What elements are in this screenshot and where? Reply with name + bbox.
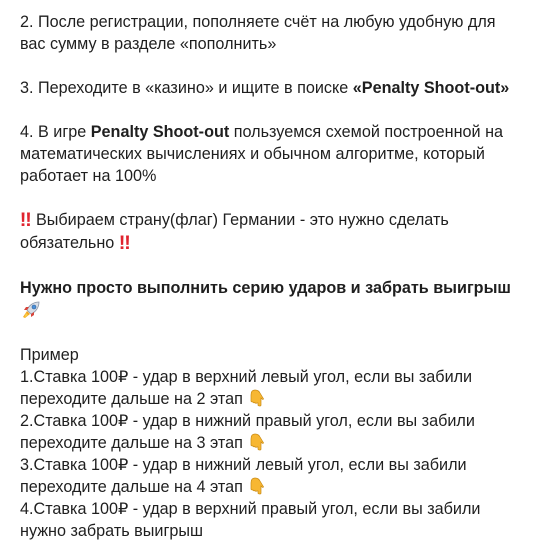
hand-pointing-down-icon [249,389,265,407]
paragraph-gap [20,55,517,77]
step-2 [20,11,517,55]
paragraph-gap [20,322,517,344]
example-block [20,344,517,542]
rocket-icon [20,299,42,321]
paragraph-gap [20,99,517,121]
example-line-3: 3.Ставка 100₽ - удар в нижний левый угол, если вы забили переходите дальше на 4 этап [20,456,467,496]
step-2-text: 2. После регистрации, пополняете счёт на любую удобную для вас сумму в разделе «пополнить» [20,13,496,53]
step-4-suffix: пользуемся схемой построенной на математических вычислениях и обычном алгоритме, который работает на 100% [20,123,504,185]
example-line-4: 4.Ставка 100₽ - удар в верхний правый угол, если вы забили нужно забрать выигрыш [20,500,481,540]
hand-pointing-down-icon [249,433,265,451]
paragraph-gap [20,255,517,277]
step-3 [20,77,517,99]
step-4 [20,121,517,187]
step-4-game-name: Penalty Shoot-out [90,123,230,141]
double-exclamation-icon: ‼ [19,210,29,231]
headline-text: Нужно просто выполнить серию ударов и забрать выигрыш [20,279,511,297]
example-title: Пример [20,346,79,364]
paragraph-gap [20,187,517,209]
example-line-1: 1.Ставка 100₽ - удар в верхний левый угол, если вы забили переходите дальше на 2 этап [20,368,473,408]
message-text [20,11,517,542]
step-3-text: 3. Переходите в «казино» и ищите в поиске [20,79,353,97]
headline [20,277,517,322]
step-4-prefix: 4. В игре [20,123,91,141]
step-3-game-name: «Penalty Shoot-out» [352,79,510,97]
example-line-2: 2.Ставка 100₽ - удар в нижний правый угол, если вы забили переходите дальше на 3 этап [20,412,475,452]
hand-pointing-down-icon [249,477,265,495]
double-exclamation-icon: ‼ [118,233,128,254]
warning-text: Выбираем страну(флаг) Германии - это нужно сделать обязательно [20,211,449,252]
warning-line [20,209,517,255]
